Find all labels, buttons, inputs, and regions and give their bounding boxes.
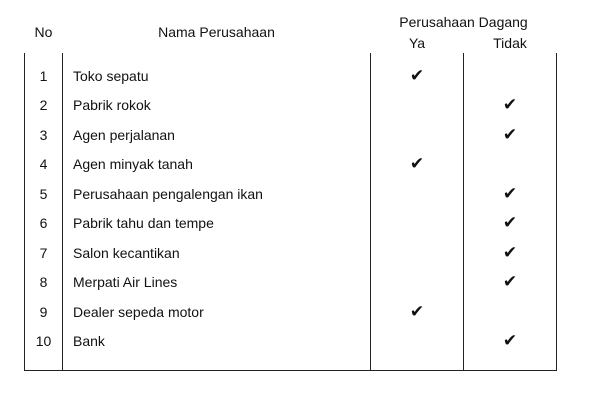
table-row xyxy=(25,297,557,327)
company-name: Salon kecantikan xyxy=(63,238,371,268)
row-number: 7 xyxy=(25,238,63,268)
row-number: 5 xyxy=(25,179,63,209)
ya-check-icon: ✔ xyxy=(371,61,464,91)
company-name: Pabrik rokok xyxy=(63,91,371,121)
row-number: 1 xyxy=(25,61,63,91)
ya-check-icon: ✔ xyxy=(371,150,464,180)
tidak-check-icon xyxy=(464,61,557,91)
ya-check-icon xyxy=(371,238,464,268)
table-row xyxy=(25,268,557,298)
company-name: Perusahaan pengalengan ikan xyxy=(63,179,371,209)
tidak-check-icon: ✔ xyxy=(464,179,557,209)
table-row xyxy=(25,179,557,209)
header-no: No xyxy=(34,24,53,40)
company-name: Agen perjalanan xyxy=(63,120,371,150)
header-trading-company: Perusahaan Dagang xyxy=(399,13,528,30)
tidak-check-icon xyxy=(464,297,557,327)
table-row xyxy=(25,238,557,268)
header-company-name: Nama Perusahaan xyxy=(158,24,275,40)
table-spacer xyxy=(25,53,557,61)
ya-check-icon xyxy=(371,268,464,298)
row-number: 10 xyxy=(25,327,63,357)
company-name: Toko sepatu xyxy=(63,61,371,91)
tidak-check-icon: ✔ xyxy=(464,268,557,298)
tidak-check-icon: ✔ xyxy=(464,209,557,239)
table-row xyxy=(25,327,557,357)
tidak-check-icon: ✔ xyxy=(464,238,557,268)
row-number: 4 xyxy=(25,150,63,180)
table-row xyxy=(25,209,557,239)
table-row xyxy=(25,91,557,121)
ya-check-icon: ✔ xyxy=(371,297,464,327)
ya-check-icon xyxy=(371,327,464,357)
company-classification-table xyxy=(24,11,557,371)
table-bottom xyxy=(25,356,557,371)
ya-check-icon xyxy=(371,120,464,150)
ya-check-icon xyxy=(371,209,464,239)
ya-check-icon xyxy=(371,91,464,121)
tidak-check-icon: ✔ xyxy=(464,120,557,150)
header-ya: Ya xyxy=(408,34,426,51)
tidak-check-icon: ✔ xyxy=(464,327,557,357)
row-number: 2 xyxy=(25,91,63,121)
company-name: Dealer sepeda motor xyxy=(63,297,371,327)
company-name: Merpati Air Lines xyxy=(63,268,371,298)
row-number: 8 xyxy=(25,268,63,298)
table-row xyxy=(25,61,557,91)
table-row xyxy=(25,120,557,150)
company-name: Pabrik tahu dan tempe xyxy=(63,209,371,239)
tidak-check-icon xyxy=(464,150,557,180)
header-tidak: Tidak xyxy=(493,34,527,51)
row-number: 9 xyxy=(25,297,63,327)
company-name: Agen minyak tanah xyxy=(63,150,371,180)
tidak-check-icon: ✔ xyxy=(464,91,557,121)
company-name: Bank xyxy=(63,327,371,357)
ya-check-icon xyxy=(371,179,464,209)
table-row xyxy=(25,150,557,180)
row-number: 3 xyxy=(25,120,63,150)
row-number: 6 xyxy=(25,209,63,239)
